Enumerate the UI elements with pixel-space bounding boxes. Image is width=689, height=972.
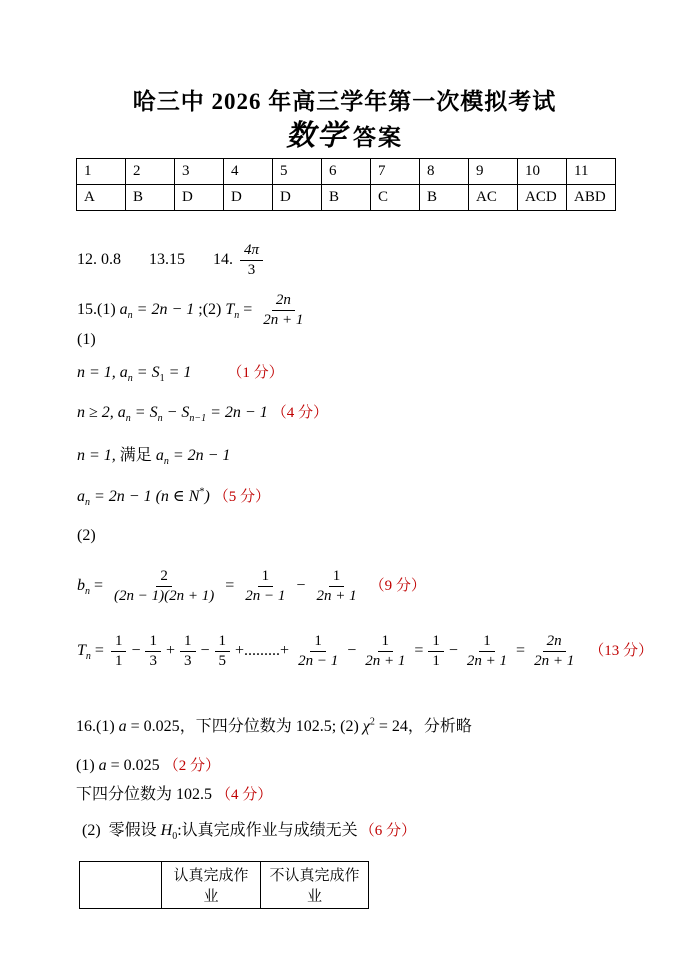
math-text: − S: [162, 404, 190, 421]
answer-table: [76, 158, 616, 211]
answer-letter-cell: A: [77, 185, 126, 211]
equals-sign: =: [90, 576, 108, 594]
minus-sign: −: [292, 576, 310, 594]
frac-denominator: 1: [114, 652, 123, 669]
chinese-text: ，下四分位数为 102.5; (2): [179, 718, 363, 735]
math-var-a: a: [155, 447, 164, 464]
fraction: [111, 632, 127, 671]
answer-letter-cell: ACD: [518, 185, 567, 211]
subscript: n: [85, 497, 90, 509]
math-var-T: T: [225, 300, 235, 318]
chinese-text: :认真完成作业与成绩无关: [177, 822, 358, 839]
contingency-table: [79, 861, 369, 909]
score-label: （9 分）: [369, 577, 426, 594]
answer-number-cell: 3: [175, 159, 224, 185]
frac-numerator: 1: [258, 567, 274, 587]
math-text: = S: [132, 364, 160, 381]
fraction: [294, 632, 342, 671]
frac-numerator: 1: [145, 632, 161, 652]
score-label: （6 分）: [359, 823, 416, 839]
subscript: 0: [172, 831, 178, 843]
math-var-a: a: [119, 300, 128, 318]
subscript: n−1: [189, 413, 207, 425]
chinese-text: ，分析略: [407, 718, 472, 735]
answer-number-cell: 2: [126, 159, 175, 185]
fraction: [530, 632, 578, 671]
math-text: n = 1,: [77, 364, 120, 381]
answer-letter-cell: D: [224, 185, 273, 211]
math-text: = 2n − 1 (n ∈ N: [90, 488, 200, 505]
subscript: n: [85, 586, 90, 598]
chinese-text: 下四分位数为 102.5: [76, 786, 217, 803]
q12-answer: 12. 0.8: [77, 250, 121, 268]
subscript: n: [234, 310, 240, 322]
frac-denominator: 2n + 1: [365, 652, 406, 669]
answer-letter-cell: D: [175, 185, 224, 211]
fraction: [361, 632, 409, 671]
math-text: = 24: [374, 718, 408, 735]
answer-number-row: [77, 159, 616, 185]
q16-answer-summary: [76, 716, 472, 738]
answer-letter-cell: B: [322, 185, 371, 211]
frac-numerator: 4π: [240, 241, 263, 261]
frac-denominator: 2n + 1: [263, 311, 304, 328]
math-text: n ≥ 2,: [77, 404, 118, 421]
frac-numerator: 1: [378, 632, 394, 652]
part-2-label: [77, 525, 96, 547]
operator: =: [414, 641, 424, 659]
answer-number-cell: 8: [420, 159, 469, 185]
math-text: = 2n − 1: [132, 300, 199, 318]
frac-numerator: 1: [329, 567, 345, 587]
label-text: (1): [76, 757, 99, 774]
fill-in-answers-line: [77, 241, 266, 280]
subtitle-answer-word: 答案: [353, 125, 403, 150]
subscript: n: [85, 651, 91, 663]
frac-numerator: 1: [111, 632, 127, 652]
frac-denominator: 5: [218, 652, 227, 669]
answer-number-cell: 4: [224, 159, 273, 185]
operator-ellipsis: +.........+: [235, 641, 290, 659]
frac-denominator: 2n + 1: [534, 652, 575, 669]
frac-denominator: 1: [432, 652, 440, 669]
math-var-a: a: [119, 364, 128, 381]
frac-denominator: 3: [247, 261, 256, 278]
answer-letter-cell: AC: [469, 185, 518, 211]
math-var-a: a: [117, 404, 126, 421]
operator: −: [347, 641, 357, 659]
fraction: [428, 632, 444, 671]
superscript: 2: [369, 716, 375, 728]
subscript: n: [127, 310, 133, 322]
math-text: = 0.025: [106, 757, 164, 774]
score-label: （13 分）: [589, 642, 653, 659]
fraction: [463, 632, 511, 671]
math-var-chi: χ: [362, 718, 370, 735]
q13-answer: 13.15: [149, 250, 185, 268]
operator: −: [448, 641, 458, 659]
frac-numerator: 1: [479, 632, 495, 652]
answer-number-cell: 1: [77, 159, 126, 185]
math-var-b: b: [77, 576, 85, 594]
frac-numerator: 2n: [543, 632, 566, 652]
q14-fraction: [240, 241, 263, 280]
chinese-text: 零假设: [108, 822, 161, 839]
math-text: n = 1,: [77, 447, 120, 464]
frac-numerator: 1: [215, 632, 231, 652]
math-text: = 2n − 1: [206, 404, 272, 421]
label-text: (2): [82, 822, 109, 839]
answer-letter-cell: ABD: [567, 185, 616, 211]
frac-numerator: 1: [310, 632, 326, 652]
score-label: （1 分）: [227, 365, 284, 381]
frac-denominator: 2n + 1: [466, 652, 508, 669]
frac-denominator: 2n − 1: [298, 652, 339, 669]
step-n-equals-1: [77, 362, 284, 384]
subscript: 1: [159, 373, 165, 385]
math-var-H: H: [160, 822, 173, 839]
subscript: n: [163, 456, 169, 468]
q15-label: 15.(1): [77, 300, 120, 318]
fraction: [145, 632, 161, 671]
math-text: ): [204, 488, 214, 505]
separator-text: ;(2): [198, 300, 226, 318]
answer-letter-row: [77, 185, 616, 211]
part-1-label: [77, 329, 96, 351]
contingency-header-row: [80, 862, 369, 909]
answer-number-cell: 6: [322, 159, 371, 185]
step-verification: [77, 445, 230, 467]
frac-numerator: 2n: [272, 291, 295, 311]
frac-denominator: 3: [149, 652, 157, 669]
q16-label: 16.(1): [76, 718, 119, 735]
formula-tn-telescoping: [77, 632, 653, 671]
contingency-header-cell: 认真完成作业: [162, 862, 261, 909]
frac-denominator: 2n − 1: [245, 587, 286, 604]
operator: −: [200, 641, 210, 659]
answer-number-cell: 10: [518, 159, 567, 185]
subscript: n: [157, 413, 163, 425]
math-var-T: T: [77, 641, 86, 659]
math-var-a: a: [98, 757, 107, 774]
equals-sign: =: [221, 576, 239, 594]
q15-answer-summary: [77, 291, 310, 330]
subscript: n: [127, 373, 133, 385]
fraction: [312, 567, 360, 606]
answer-number-cell: 5: [273, 159, 322, 185]
q16-quartile-line: [76, 784, 272, 806]
math-text: = 2n − 1: [168, 447, 231, 464]
answer-number-cell: 9: [469, 159, 518, 185]
frac-numerator: 1: [428, 632, 444, 652]
superscript: *: [199, 486, 205, 498]
math-text: = 1: [164, 364, 192, 381]
frac-numerator: 2: [156, 567, 172, 587]
q16-a-value-line: [76, 755, 220, 777]
score-label: （5 分）: [213, 489, 271, 505]
q15-fraction: [259, 291, 307, 330]
operator: +: [165, 641, 175, 659]
answer-letter-cell: B: [420, 185, 469, 211]
step-general-term: [77, 486, 270, 508]
equals-sign: =: [90, 641, 108, 659]
fraction: [110, 567, 218, 606]
frac-denominator: 3: [184, 652, 192, 669]
label-text: (2): [77, 527, 96, 544]
fraction: [180, 632, 196, 671]
score-label: （2 分）: [163, 758, 220, 774]
fraction: [215, 632, 231, 671]
operator: =: [516, 641, 526, 659]
score-label: （4 分）: [271, 405, 328, 421]
page-subtitle: [0, 113, 689, 154]
math-var-a: a: [77, 488, 85, 505]
math-var-a: a: [118, 718, 127, 735]
operator: −: [131, 641, 141, 659]
answer-letter-cell: D: [273, 185, 322, 211]
answer-letter-cell: C: [371, 185, 420, 211]
contingency-empty-cell: [80, 862, 162, 909]
contingency-header-cell: 不认真完成作业: [261, 862, 369, 909]
q16-null-hypothesis-line: [82, 820, 416, 842]
math-text: = 0.025: [126, 718, 180, 735]
frac-numerator: 1: [180, 632, 196, 652]
math-text: = S: [130, 404, 158, 421]
answer-letter-cell: B: [126, 185, 175, 211]
fraction: [241, 567, 289, 606]
page-title: 哈三中 2026 年高三学年第一次模拟考试: [132, 89, 557, 114]
subtitle-subject: 数学: [285, 120, 348, 152]
frac-denominator: 2n + 1: [316, 587, 357, 604]
answer-number-cell: 7: [371, 159, 420, 185]
formula-bn-decomposition: [77, 567, 426, 606]
q14-label: 14.: [213, 250, 237, 268]
answer-number-cell: 11: [567, 159, 616, 185]
frac-denominator: (2n − 1)(2n + 1): [114, 587, 215, 604]
chinese-text: 满足: [119, 447, 156, 464]
step-n-geq-2: [77, 402, 328, 424]
subscript: n: [125, 413, 131, 425]
score-label: （4 分）: [216, 787, 273, 803]
label-text: (1): [77, 331, 96, 348]
equals-sign: =: [239, 300, 257, 318]
